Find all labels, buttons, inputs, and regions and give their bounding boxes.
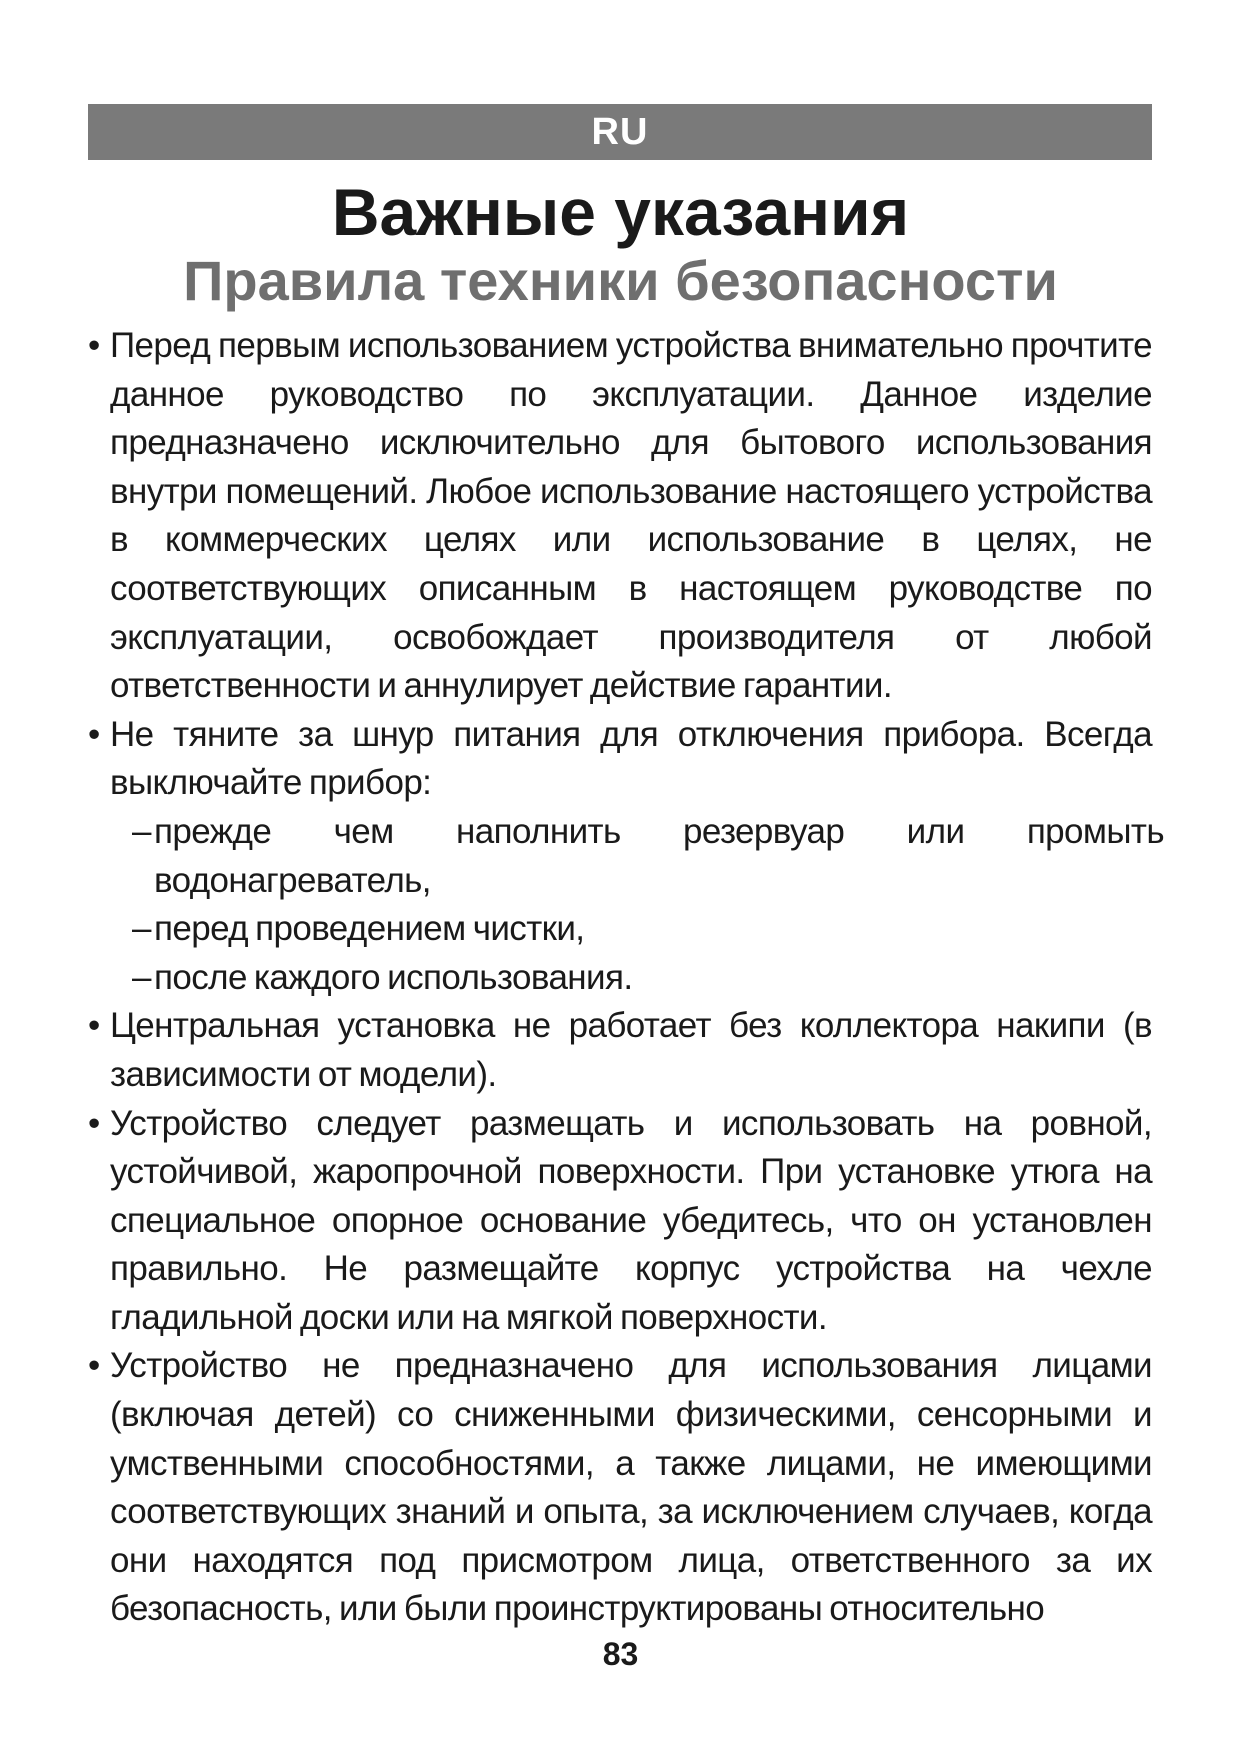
safety-instructions [86, 322, 1164, 1634]
safety-item-2: • Не тяните за шнур питания для отключения прибора. Всегда выключайте прибор: [86, 711, 1152, 808]
safety-item-3: • Центральная установка не работает без коллектора накипи (в зависимости от модели). [86, 1002, 1152, 1099]
dash-marker: – [132, 909, 151, 949]
page-title: Важные указания [331, 175, 910, 249]
subitem-text: после каждого использования. [154, 957, 633, 997]
dash-marker: – [132, 811, 151, 851]
section-subtitle: Правила техники безопасности [183, 249, 1058, 312]
dash-marker: – [132, 957, 151, 997]
language-label: RU [591, 111, 649, 153]
safety-item-4: • Устройство следует размещать и использовать на ровной, устойчивой, жаропрочной поверхности. При установке утюга на специальное опорное основание убедитесь, что он установлен правильно. Не размещайте корпус устройства на чехле гладильной доски или на мягкой поверхности. [86, 1100, 1152, 1343]
language-banner [88, 104, 1152, 160]
safety-item-5: • Устройство не предназначено для использования лицами (включая детей) со сниженными физическими, сенсорными и умственными способностями, а также лицами, не имеющими соответствующих знаний и опыта, за исключением случаев, когда они находятся под присмотром лица, ответственного за их безопасность, или были проинструктированы относительно [86, 1342, 1152, 1634]
subitem-text: перед проведением чистки, [154, 909, 585, 949]
safety-item-1: • Перед первым использованием устройства внимательно прочтите данное руководство по эксплуатации. Данное изделие предназначено исключительно для бытового использования внутри помещений. Любое использование настоящего устройства в коммерческих целях или использование в целях, не соответствующих описанным в настоящем руководстве по эксплуатации, освобождает производителя от любой ответственности и аннулирует действие гарантии. [86, 322, 1152, 711]
page-number: 83 [602, 1636, 639, 1672]
safety-subitem-3 [86, 954, 1164, 1003]
safety-subitem-2 [86, 905, 1164, 954]
subitem-text: прежде чем наполнить резервуар или промыть водонагреватель, [154, 811, 1164, 900]
safety-subitem-1 [86, 808, 1164, 905]
